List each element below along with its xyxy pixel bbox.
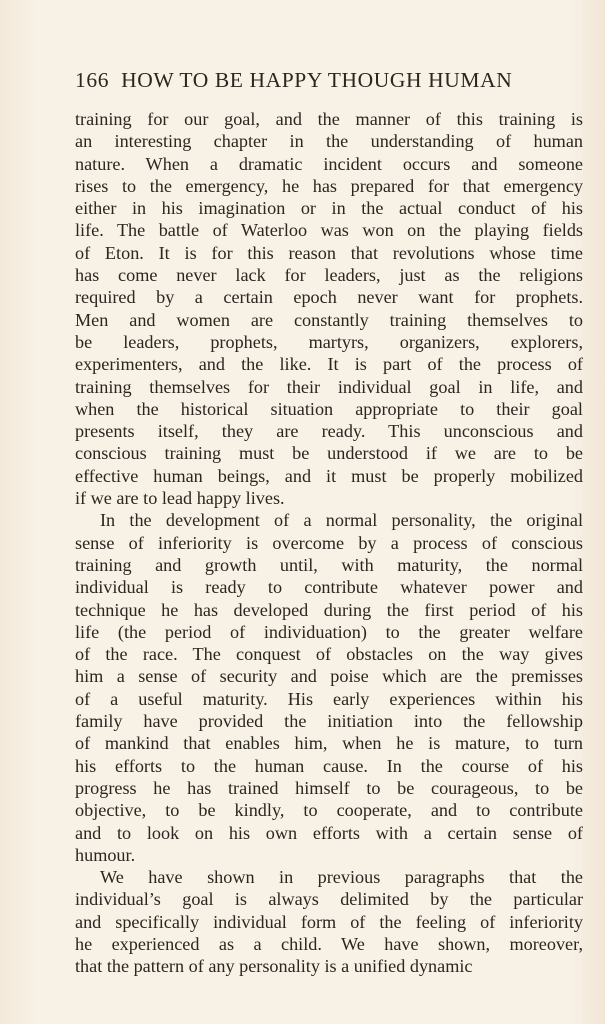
text-line: experimenters, and the like. It is part of the process of xyxy=(75,354,583,375)
text-line: either in his imagination or in the actual conduct of his xyxy=(75,198,583,219)
text-line: of a useful maturity. His early experiences within his xyxy=(75,688,583,709)
text-line: individual’s goal is always delimited by the particular xyxy=(75,889,583,910)
text-line: We have shown in previous paragraphs that the xyxy=(100,867,583,888)
text-line: has come never lack for leaders, just as the religions xyxy=(75,265,583,286)
text-line: technique he has developed during the first period of his xyxy=(75,599,583,620)
text-line: Men and women are constantly training themselves to xyxy=(75,309,583,330)
text-line: progress he has trained himself to be courageous, to be xyxy=(75,777,583,798)
text-line: conscious training must be understood if we are to be xyxy=(75,443,583,464)
text-line: life. The battle of Waterloo was won on the playing fields xyxy=(75,220,583,241)
page-number: 166 xyxy=(75,68,110,92)
text-line: that the pattern of any personality is a unified dynamic xyxy=(75,956,473,977)
text-line: be leaders, prophets, martyrs, organizers, explorers, xyxy=(75,331,583,352)
text-line: objective, to be kindly, to cooperate, and to contribute xyxy=(75,800,583,821)
text-line: effective human beings, and it must be properly mobilized xyxy=(75,465,583,486)
text-line: and to look on his own efforts with a certain sense of xyxy=(75,822,583,843)
text-line: of mankind that enables him, when he is mature, to turn xyxy=(75,733,583,754)
text-line: nature. When a dramatic incident occurs and someone xyxy=(75,153,583,174)
running-head xyxy=(75,70,585,92)
text-line: presents itself, they are ready. This unconscious and xyxy=(75,421,583,442)
text-line: training and growth until, with maturity, the normal xyxy=(75,554,583,575)
text-line: an interesting chapter in the understanding of human xyxy=(75,131,583,152)
text-line: training themselves for their individual goal in life, and xyxy=(75,376,583,397)
text-line: In the development of a normal personality, the original xyxy=(100,510,583,531)
text-line: individual is ready to contribute whatever power and xyxy=(75,577,583,598)
text-line: he experienced as a child. We have shown, moreover, xyxy=(75,933,583,954)
paragraph xyxy=(75,866,583,977)
book-title: HOW TO BE HAPPY THOUGH HUMAN xyxy=(121,68,513,92)
text-line: his efforts to the human cause. In the course of his xyxy=(75,755,583,776)
text-line: humour. xyxy=(75,844,136,865)
text-line: life (the period of individuation) to the greater welfare xyxy=(75,621,583,642)
text-line: rises to the emergency, he has prepared for that emergency xyxy=(75,175,583,196)
text-line: him a sense of security and poise which are the premisses xyxy=(75,666,583,687)
text-line: of the race. The conquest of obstacles on the way gives xyxy=(75,644,583,665)
text-line: of Eton. It is for this reason that revolutions whose time xyxy=(75,242,583,263)
text-line: if we are to lead happy lives. xyxy=(75,488,285,509)
text-line: training for our goal, and the manner of this training is xyxy=(75,109,583,129)
body-text xyxy=(75,108,583,978)
text-line: when the historical situation appropriate to their goal xyxy=(75,398,583,419)
paragraph xyxy=(75,108,583,509)
paragraph xyxy=(75,509,583,866)
text-line: and specifically individual form of the feeling of inferiority xyxy=(75,911,583,932)
text-line: sense of inferiority is overcome by a process of conscious xyxy=(75,532,583,553)
text-line: family have provided the initiation into the fellowship xyxy=(75,711,583,732)
text-line: required by a certain epoch never want for prophets. xyxy=(75,287,583,308)
